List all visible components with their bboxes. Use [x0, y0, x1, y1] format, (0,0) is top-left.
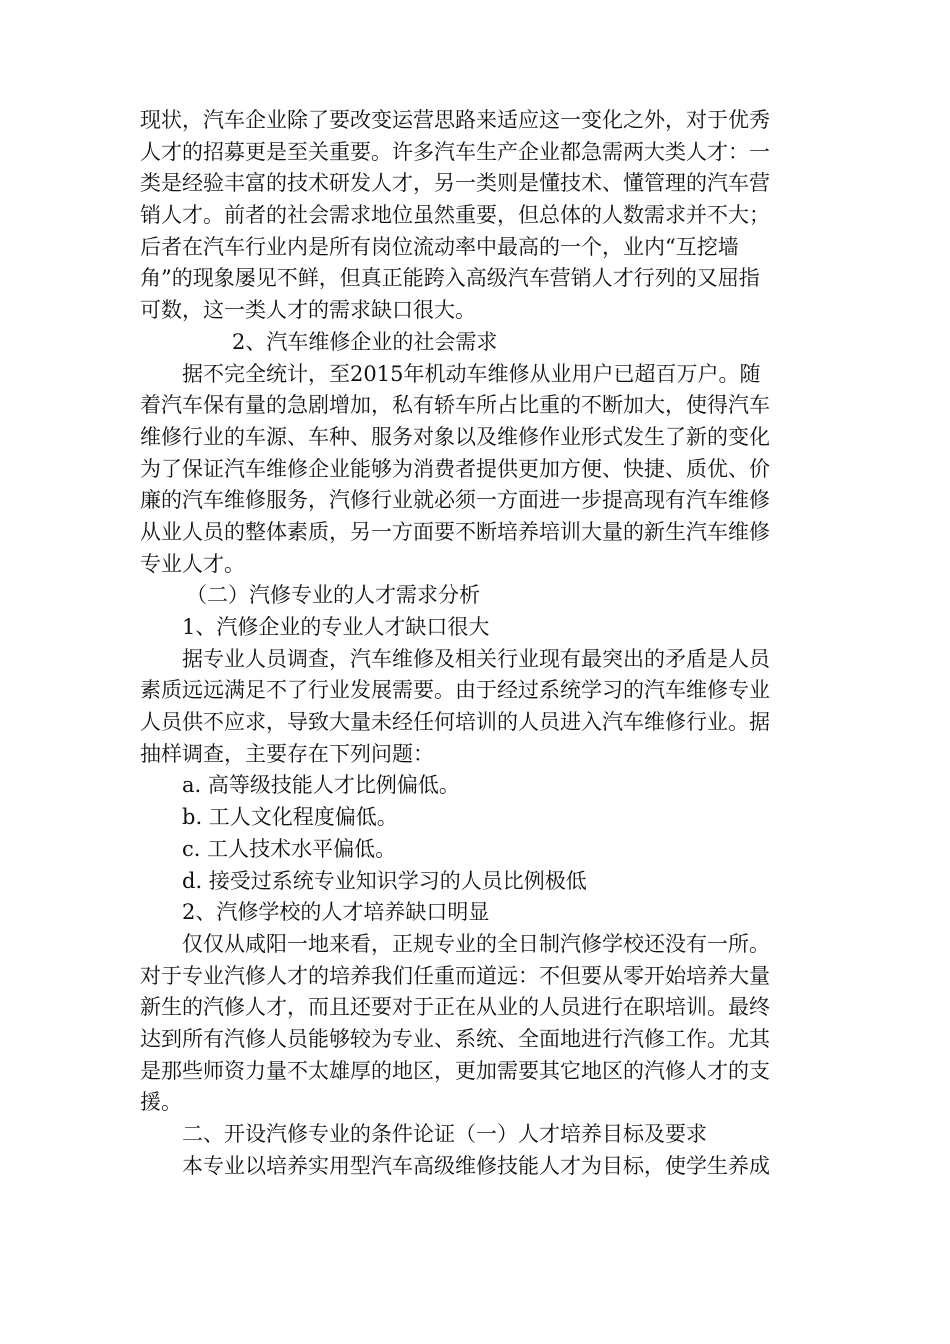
text-line: 1、汽修企业的专业人才缺口很大 — [182, 615, 490, 639]
text-line: 类是经验丰富的技术研发人才，另一类则是懂技术、懂管理的汽车营 — [140, 171, 770, 196]
text-line: 为了保证汽车维修企业能够为消费者提供更加方便、快捷、质优、价 — [140, 456, 770, 481]
text-line: 专业人才。 — [140, 551, 245, 576]
text-line: 2、汽车维修企业的社会需求 — [232, 329, 498, 354]
text-line: 现状，汽车企业除了要改变运营思路来适应这一变化之外，对于优秀 — [140, 108, 770, 132]
text-line: a. 高等级技能人才比例偏低。 — [182, 773, 460, 798]
text-line: 销人才。前者的社会需求地位虽然重要，但总体的人数需求并不大； — [140, 203, 770, 228]
text-line: 对于专业汽修人才的培养我们任重而道远：不但要从零开始培养大量 — [140, 963, 770, 988]
text-line: 援。 — [140, 1090, 182, 1115]
text-line: d. 接受过系统专业知识学习的人员比例极低 — [182, 868, 587, 893]
text-line: 2、汽修学校的人才培养缺口明显 — [182, 900, 490, 925]
text-line: b. 工人文化程度偏低。 — [182, 805, 398, 830]
text-line: 据专业人员调查，汽车维修及相关行业现有最突出的矛盾是人员 — [182, 646, 770, 671]
text-line: 后者在汽车行业内是所有岗位流动率中最高的一个，业内“互挖墙 — [140, 234, 739, 259]
document-page — [140, 105, 820, 1182]
text-line: 素质远远满足不了行业发展需要。由于经过系统学习的汽车维修专业 — [140, 678, 770, 703]
text-line: c. 工人技术水平偏低。 — [182, 836, 397, 861]
text-line: 抽样调查，主要存在下列问题： — [140, 741, 434, 766]
text-line: 人才的招募更是至关重要。许多汽车生产企业都急需两大类人才：一 — [140, 139, 770, 164]
text-line: 维修行业的车源、车种、服务对象以及维修作业形式发生了新的变化 — [140, 424, 770, 449]
text-line: 角”的现象屡见不鲜，但真正能跨入高级汽车营销人才行列的又屈指 — [140, 266, 760, 291]
text-line: 人员供不应求，导致大量未经任何培训的人员进入汽车维修行业。据 — [140, 710, 770, 735]
text-line: 二、开设汽修专业的条件论证（一）人才培养目标及要求 — [182, 1122, 707, 1146]
text-line: （二）汽修专业的人才需求分析 — [186, 583, 480, 608]
text-line: 本专业以培养实用型汽车高级维修技能人才为目标，使学生养成 — [182, 1153, 770, 1178]
text-line: 据不完全统计，至2015年机动车维修从业用户已超百万户。随 — [182, 361, 761, 386]
text-line: 着汽车保有量的急剧增加，私有轿车所占比重的不断加大，使得汽车 — [140, 393, 770, 418]
text-line: 新生的汽修人才，而且还要对于正在从业的人员进行在职培训。最终 — [140, 995, 770, 1020]
text-line: 可数，这一类人才的需求缺口很大。 — [140, 298, 476, 323]
text-line: 仅仅从咸阳一地来看，正规专业的全日制汽修学校还没有一所。 — [182, 931, 770, 956]
text-line: 从业人员的整体素质，另一方面要不断培养培训大量的新生汽车维修 — [140, 519, 770, 544]
text-line: 廉的汽车维修服务，汽修行业就必须一方面进一步提高现有汽车维修 — [140, 488, 770, 513]
text-line: 达到所有汽修人员能够较为专业、系统、全面地进行汽修工作。尤其 — [140, 1026, 770, 1051]
text-line: 是那些师资力量不太雄厚的地区，更加需要其它地区的汽修人才的支 — [140, 1058, 770, 1083]
